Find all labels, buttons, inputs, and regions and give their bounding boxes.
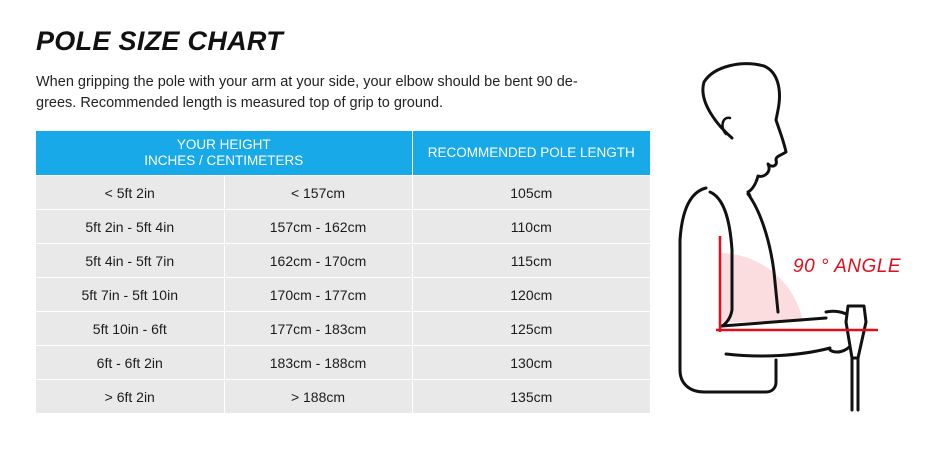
height-cm-cell: 162cm - 170cm (224, 244, 412, 278)
pole-length-cell: 120cm (412, 278, 650, 312)
height-cm-cell: < 157cm (224, 176, 412, 210)
height-cm-cell: 177cm - 183cm (224, 312, 412, 346)
page-title: POLE SIZE CHART (36, 26, 284, 56)
table-body (36, 176, 650, 414)
height-inches-cell: 6ft - 6ft 2in (36, 346, 224, 380)
intro-text (36, 72, 656, 114)
height-cm-cell: > 188cm (224, 380, 412, 414)
height-cm-cell: 183cm - 188cm (224, 346, 412, 380)
table-header-row (36, 131, 650, 176)
pole-shaft (852, 358, 858, 410)
pole-length-cell: 110cm (412, 210, 650, 244)
height-inches-cell: 5ft 4in - 5ft 7in (36, 244, 224, 278)
forearm-outline (722, 318, 830, 356)
person-illustration (660, 60, 950, 440)
angle-label: 90 ° ANGLE (793, 256, 901, 277)
head-outline (703, 64, 786, 196)
table-row (36, 244, 650, 278)
height-inches-cell: 5ft 2in - 5ft 4in (36, 210, 224, 244)
pole-size-table (36, 131, 650, 413)
table-row (36, 210, 650, 244)
height-cm-cell: 170cm - 177cm (224, 278, 412, 312)
height-inches-cell: < 5ft 2in (36, 176, 224, 210)
height-cm-cell: 157cm - 162cm (224, 210, 412, 244)
header-recommended-length: RECOMMENDED POLE LENGTH (412, 131, 650, 176)
intro-line-1: When gripping the pole with your arm at your side, your elbow should be bent 90 de- (36, 74, 578, 90)
pole-length-cell: 125cm (412, 312, 650, 346)
height-inches-cell: > 6ft 2in (36, 380, 224, 414)
header-your-height-line-2: INCHES / CENTIMETERS (144, 153, 304, 168)
height-inches-cell: 5ft 7in - 5ft 10in (36, 278, 224, 312)
table-row (36, 312, 650, 346)
pole-length-cell: 115cm (412, 244, 650, 278)
pole-grip (846, 306, 866, 358)
pole-length-cell: 130cm (412, 346, 650, 380)
height-inches-cell: 5ft 10in - 6ft (36, 312, 224, 346)
table-row (36, 278, 650, 312)
table-row (36, 176, 650, 210)
pole-length-cell: 105cm (412, 176, 650, 210)
intro-line-2: grees. Recommended length is measured top of grip to ground. (36, 95, 444, 111)
pole-length-cell: 135cm (412, 380, 650, 414)
table-row (36, 346, 650, 380)
header-your-height (36, 131, 412, 176)
header-your-height-line-1: YOUR HEIGHT (176, 137, 271, 152)
table-row (36, 380, 650, 414)
